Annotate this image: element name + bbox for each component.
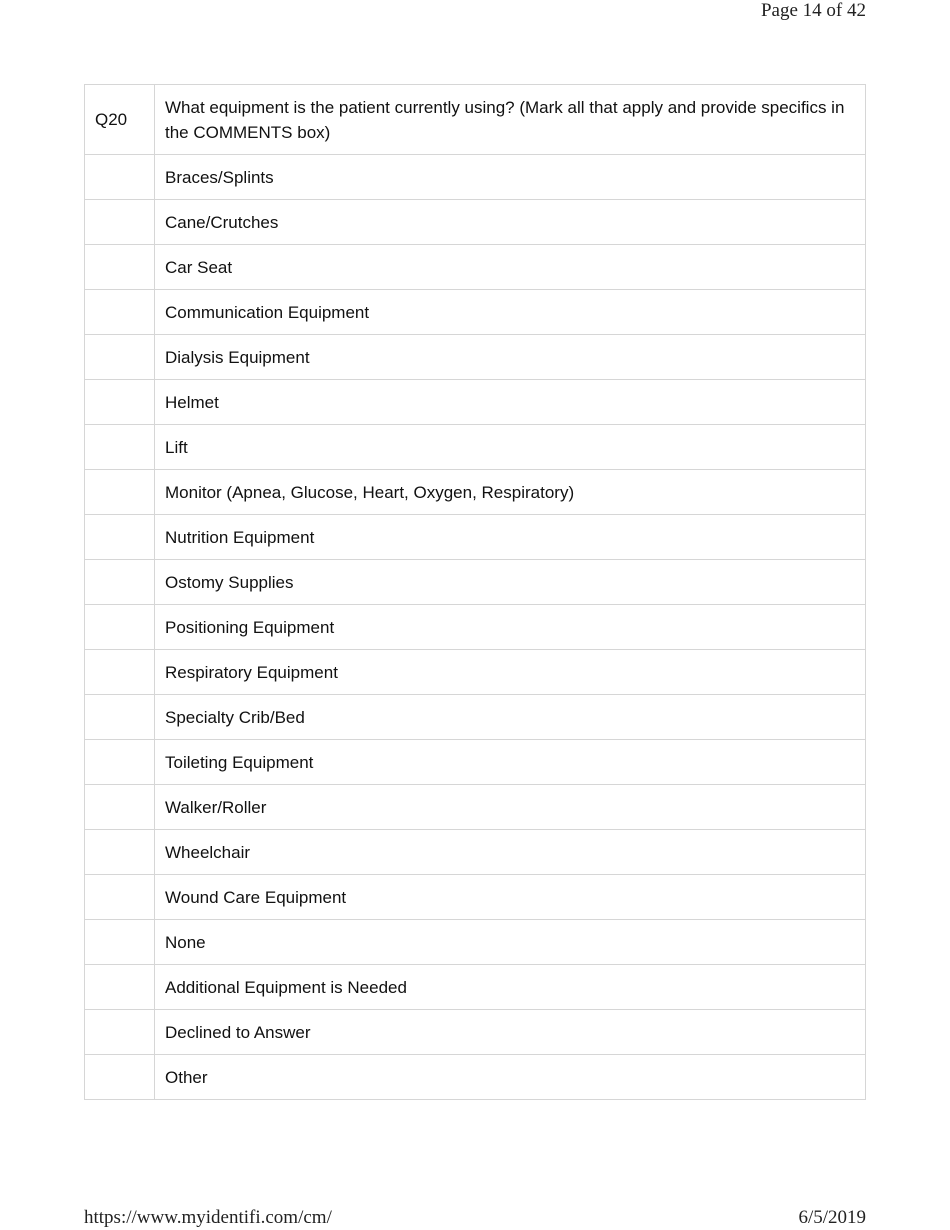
option-select-cell[interactable] xyxy=(85,920,155,965)
option-select-cell[interactable] xyxy=(85,380,155,425)
option-row[interactable] xyxy=(85,740,866,785)
question-text: What equipment is the patient currently using? (Mark all that apply and provide specifics in the COMMENTS box) xyxy=(155,85,866,155)
option-select-cell[interactable] xyxy=(85,290,155,335)
option-select-cell[interactable] xyxy=(85,875,155,920)
option-row[interactable] xyxy=(85,425,866,470)
option-label: Nutrition Equipment xyxy=(155,515,866,560)
option-label: Dialysis Equipment xyxy=(155,335,866,380)
option-label: Specialty Crib/Bed xyxy=(155,695,866,740)
option-select-cell[interactable] xyxy=(85,245,155,290)
option-select-cell[interactable] xyxy=(85,785,155,830)
question-number: Q20 xyxy=(85,85,155,155)
option-row[interactable] xyxy=(85,830,866,875)
option-row[interactable] xyxy=(85,290,866,335)
option-select-cell[interactable] xyxy=(85,335,155,380)
option-select-cell[interactable] xyxy=(85,965,155,1010)
option-row[interactable] xyxy=(85,965,866,1010)
option-row[interactable] xyxy=(85,785,866,830)
option-select-cell[interactable] xyxy=(85,695,155,740)
option-select-cell[interactable] xyxy=(85,425,155,470)
option-select-cell[interactable] xyxy=(85,155,155,200)
option-label: Braces/Splints xyxy=(155,155,866,200)
option-label: Additional Equipment is Needed xyxy=(155,965,866,1010)
option-label: Ostomy Supplies xyxy=(155,560,866,605)
option-label: Monitor (Apnea, Glucose, Heart, Oxygen, Respiratory) xyxy=(155,470,866,515)
option-label: Toileting Equipment xyxy=(155,740,866,785)
option-select-cell[interactable] xyxy=(85,560,155,605)
option-row[interactable] xyxy=(85,515,866,560)
option-label: Respiratory Equipment xyxy=(155,650,866,695)
option-label: Declined to Answer xyxy=(155,1010,866,1055)
option-label: Communication Equipment xyxy=(155,290,866,335)
option-label: Wound Care Equipment xyxy=(155,875,866,920)
option-row[interactable] xyxy=(85,1055,866,1100)
option-select-cell[interactable] xyxy=(85,830,155,875)
option-select-cell[interactable] xyxy=(85,470,155,515)
option-row[interactable] xyxy=(85,560,866,605)
question-row xyxy=(85,85,866,155)
option-label: Wheelchair xyxy=(155,830,866,875)
option-select-cell[interactable] xyxy=(85,200,155,245)
option-row[interactable] xyxy=(85,155,866,200)
option-row[interactable] xyxy=(85,470,866,515)
option-select-cell[interactable] xyxy=(85,1010,155,1055)
option-label: Helmet xyxy=(155,380,866,425)
option-label: Walker/Roller xyxy=(155,785,866,830)
option-label: Car Seat xyxy=(155,245,866,290)
option-select-cell[interactable] xyxy=(85,650,155,695)
option-row[interactable] xyxy=(85,200,866,245)
option-row[interactable] xyxy=(85,695,866,740)
option-row[interactable] xyxy=(85,335,866,380)
option-select-cell[interactable] xyxy=(85,740,155,785)
option-label: Cane/Crutches xyxy=(155,200,866,245)
option-row[interactable] xyxy=(85,605,866,650)
option-label: None xyxy=(155,920,866,965)
option-row[interactable] xyxy=(85,380,866,425)
option-label: Other xyxy=(155,1055,866,1100)
option-label: Positioning Equipment xyxy=(155,605,866,650)
option-row[interactable] xyxy=(85,1010,866,1055)
page-number: Page 14 of 42 xyxy=(760,0,866,21)
option-row[interactable] xyxy=(85,245,866,290)
footer-url: https://www.myidentifi.com/cm/ xyxy=(84,1207,332,1228)
option-row[interactable] xyxy=(85,920,866,965)
option-select-cell[interactable] xyxy=(85,1055,155,1100)
option-label: Lift xyxy=(155,425,866,470)
footer-date: 6/5/2019 xyxy=(798,1207,866,1228)
option-row[interactable] xyxy=(85,875,866,920)
question-table xyxy=(84,84,866,1100)
option-select-cell[interactable] xyxy=(85,605,155,650)
option-row[interactable] xyxy=(85,650,866,695)
option-select-cell[interactable] xyxy=(85,515,155,560)
